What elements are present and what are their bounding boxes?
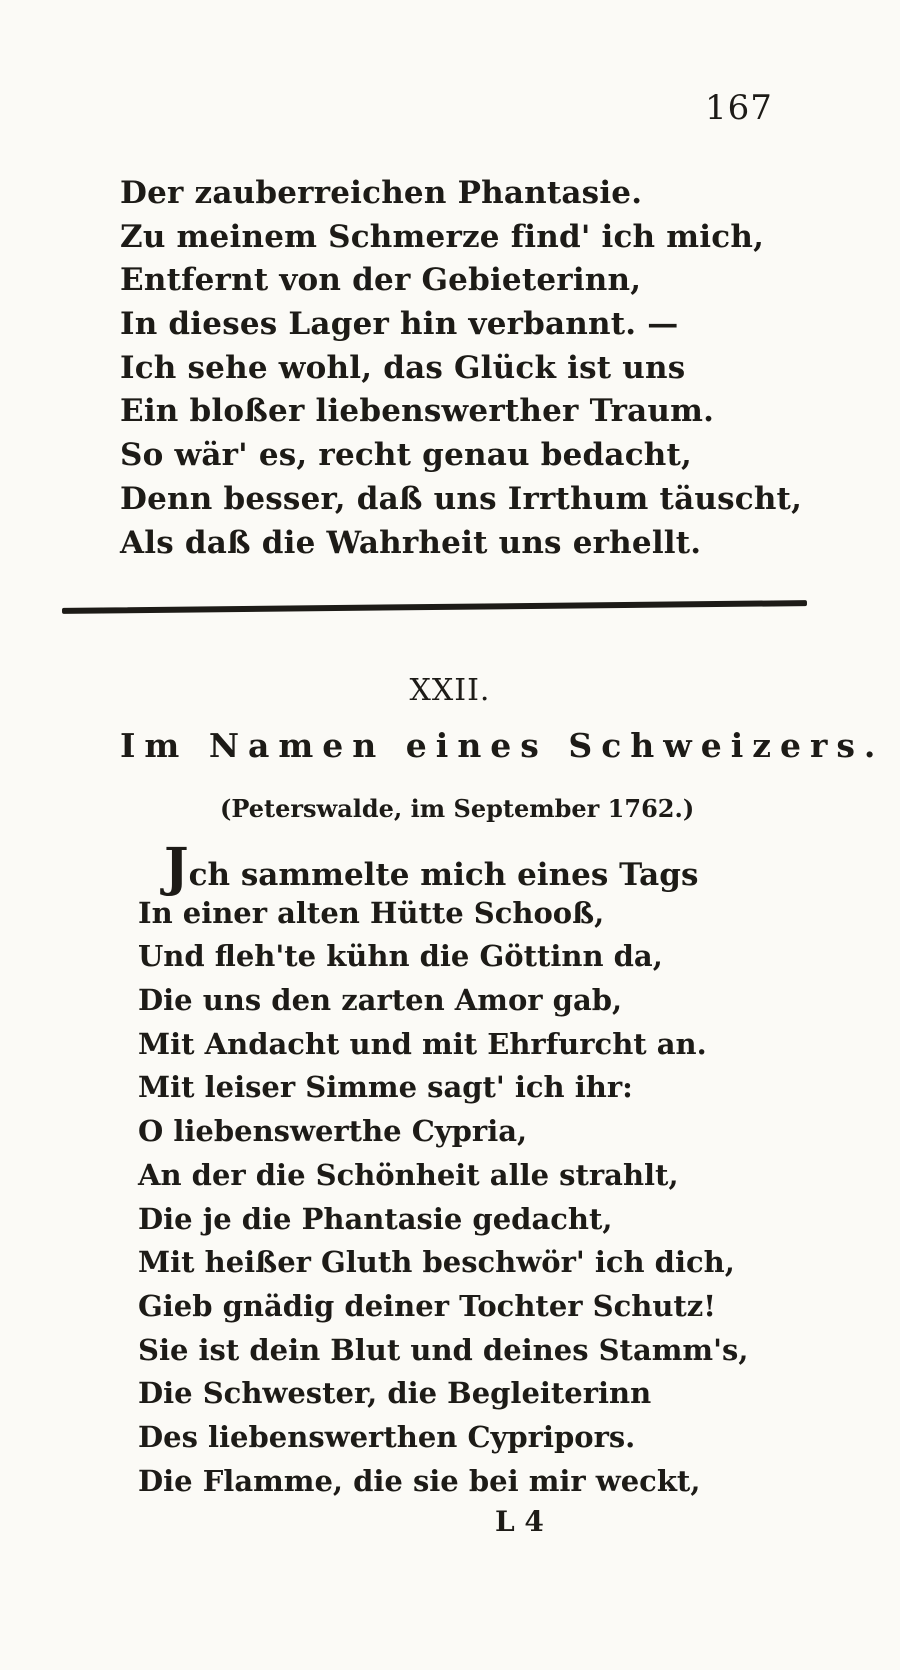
verse-line: Ich sehe wohl, das Glück ist uns bbox=[120, 349, 686, 386]
continued-stanza bbox=[120, 172, 802, 565]
poem-line: An der die Schönheit alle strahlt, bbox=[138, 1157, 679, 1192]
poem-subtitle: (Peterswalde, im September 1762.) bbox=[220, 794, 695, 823]
poem-line: Die uns den zarten Amor gab, bbox=[138, 983, 623, 1018]
poem-line: Und fleh'te kühn die Göttinn da, bbox=[138, 939, 663, 974]
poem-line: Sie ist dein Blut und deines Stamm's, bbox=[138, 1332, 749, 1367]
verse-line: Ein bloßer liebenswerther Traum. bbox=[120, 393, 715, 430]
poem-line: O liebenswerthe Cypria, bbox=[138, 1114, 528, 1149]
poem-first-line bbox=[138, 837, 748, 898]
poem-line bbox=[138, 1503, 748, 1547]
poem-line: Die je die Phantasie gedacht, bbox=[138, 1201, 613, 1236]
signature-mark: L 4 bbox=[495, 1505, 544, 1538]
section-number: XXII. bbox=[409, 673, 491, 708]
verse-line: Der zauberreichen Phantasie. bbox=[120, 175, 643, 211]
verse-line: Zu meinem Schmerze find' ich mich, bbox=[120, 218, 765, 255]
poem-line: Mit heißer Gluth beschwör' ich dich, bbox=[138, 1245, 735, 1280]
page-number: 167 bbox=[705, 88, 773, 128]
verse-line: Entfernt von der Gebieterinn, bbox=[120, 262, 642, 299]
poem-line: Des liebenswerthen Cypripors. bbox=[138, 1419, 636, 1454]
first-line-text: ch sammelte mich eines Tags bbox=[188, 857, 699, 893]
drop-cap: J bbox=[164, 837, 189, 898]
poem-line: Gieb gnädig deiner Tochter Schutz! bbox=[138, 1288, 717, 1323]
verse-line: Als daß die Wahrheit uns erhellt. bbox=[120, 524, 702, 561]
poem-line: Mit leiser Simme sagt' ich ihr: bbox=[138, 1070, 633, 1105]
poem-body bbox=[138, 837, 749, 1547]
poem-title: Im Namen eines Schweizers. bbox=[120, 726, 885, 765]
verse-line: So wär' es, recht genau bedacht, bbox=[120, 437, 693, 474]
poem-line: Mit Andacht und mit Ehrfurcht an. bbox=[138, 1026, 707, 1061]
poem-line: In einer alten Hütte Schooß, bbox=[138, 895, 605, 930]
poem-line: Die Flamme, die sie bei mir weckt, bbox=[138, 1463, 701, 1498]
verse-line: Denn besser, daß uns Irrthum täuscht, bbox=[120, 480, 803, 517]
section-divider bbox=[62, 600, 807, 614]
poem-line: Die Schwester, die Begleiterinn bbox=[138, 1376, 652, 1411]
verse-line: In dieses Lager hin verbannt. — bbox=[120, 306, 679, 343]
